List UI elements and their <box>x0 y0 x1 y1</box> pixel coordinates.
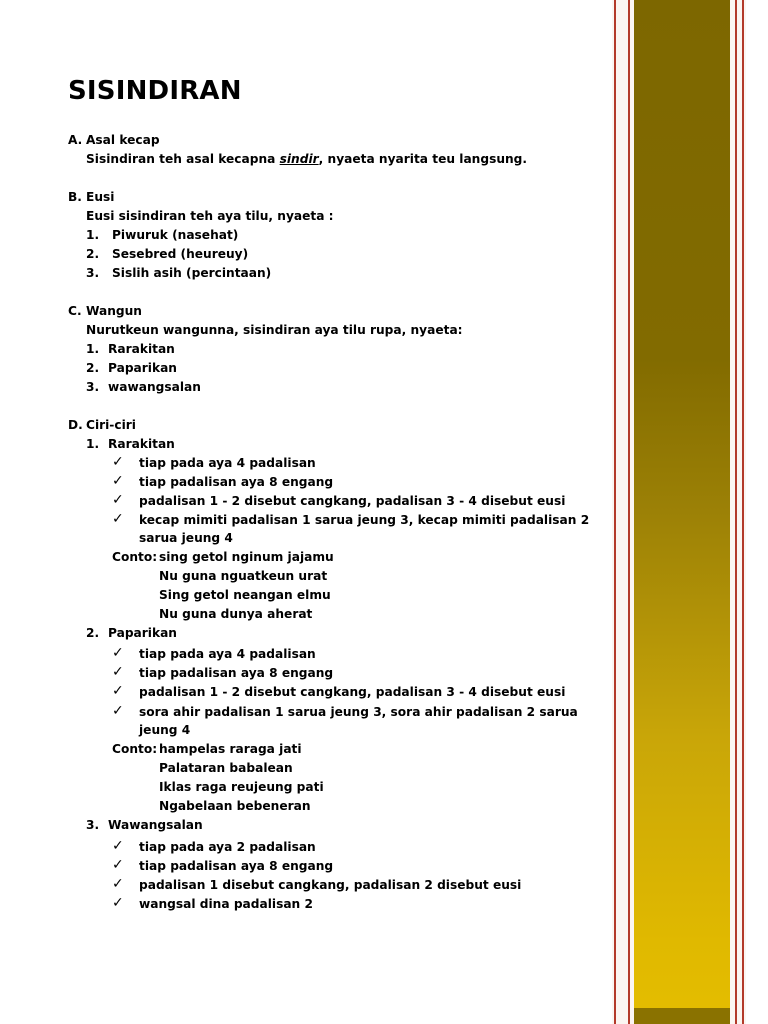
list-item-number: 1. <box>86 228 100 242</box>
subsection-number: 2. <box>86 626 100 640</box>
poem-line: Ngabelaan bebeneran <box>159 799 311 813</box>
side-border-line-inner-left <box>628 0 630 1024</box>
check-icon: ✓ <box>112 857 124 873</box>
side-border-line-inner-right <box>735 0 737 1024</box>
check-icon: ✓ <box>112 492 124 508</box>
section-d-marker: D. <box>68 418 83 432</box>
poem-line: Palataran babalean <box>159 761 293 775</box>
section-a-marker: A. <box>68 133 83 147</box>
section-a-body: Sisindiran teh asal kecapna sindir, nyaeta nyarita teu langsung. <box>86 152 528 166</box>
check-icon: ✓ <box>112 473 124 489</box>
check-icon: ✓ <box>112 454 124 470</box>
section-c-marker: C. <box>68 304 82 318</box>
list-item-number: 3. <box>86 266 100 280</box>
list-item-number: 2. <box>86 361 100 375</box>
poem-line: Iklas raga reujeung pati <box>159 780 324 794</box>
poem-line: Nu guna nguatkeun urat <box>159 569 328 583</box>
check-icon: ✓ <box>112 511 124 527</box>
subsection-rarakitan-label: Rarakitan <box>108 437 175 451</box>
section-b-marker: B. <box>68 190 82 204</box>
list-item: Sesebred (heureuy) <box>112 247 249 261</box>
bullet-text: tiap padalisan aya 8 engang <box>139 666 334 680</box>
bullet-text: padalisan 1 disebut cangkang, padalisan 2 disebut eusi <box>139 878 522 892</box>
bullet-text-continuation: jeung 4 <box>139 723 191 737</box>
section-a-emphasis: sindir <box>279 152 319 166</box>
list-item: Rarakitan <box>108 342 175 356</box>
list-item: wawangsalan <box>108 380 201 394</box>
bullet-text: kecap mimiti padalisan 1 sarua jeung 3, kecap mimiti padalisan 2 <box>139 513 590 527</box>
bullet-text: padalisan 1 - 2 disebut cangkang, padalisan 3 - 4 disebut eusi <box>139 685 566 699</box>
side-border-line-left <box>614 0 616 1024</box>
section-c-heading: Wangun <box>86 304 142 318</box>
check-icon: ✓ <box>112 664 124 680</box>
side-border-line-right <box>742 0 744 1024</box>
conto-label: Conto: <box>112 550 158 564</box>
subsection-wawangsalan-label: Wawangsalan <box>108 818 203 832</box>
check-icon: ✓ <box>112 703 124 719</box>
bullet-text: tiap pada aya 4 padalisan <box>139 456 316 470</box>
list-item: Paparikan <box>108 361 177 375</box>
list-item-number: 2. <box>86 247 100 261</box>
subsection-paparikan-label: Paparikan <box>108 626 177 640</box>
check-icon: ✓ <box>112 683 124 699</box>
list-item: Sislih asih (percintaan) <box>112 266 272 280</box>
bullet-text: sora ahir padalisan 1 sarua jeung 3, sora ahir padalisan 2 sarua <box>139 705 578 719</box>
section-c-intro: Nurutkeun wangunna, sisindiran aya tilu rupa, nyaeta: <box>86 323 463 337</box>
list-item-number: 3. <box>86 380 100 394</box>
side-gold-bar-cap <box>634 1008 730 1024</box>
bullet-text: tiap padalisan aya 8 engang <box>139 475 334 489</box>
check-icon: ✓ <box>112 895 124 911</box>
check-icon: ✓ <box>112 645 124 661</box>
bullet-text-continuation: sarua jeung 4 <box>139 531 233 545</box>
bullet-text: tiap pada aya 4 padalisan <box>139 647 316 661</box>
poem-line: Sing getol neangan elmu <box>159 588 331 602</box>
subsection-number: 3. <box>86 818 100 832</box>
poem-line: hampelas raraga jati <box>159 742 302 756</box>
check-icon: ✓ <box>112 876 124 892</box>
section-a-heading: Asal kecap <box>86 133 160 147</box>
subsection-number: 1. <box>86 437 100 451</box>
list-item-number: 1. <box>86 342 100 356</box>
section-b-heading: Eusi <box>86 190 115 204</box>
bullet-text: wangsal dina padalisan 2 <box>139 897 313 911</box>
page-title: SISINDIRAN <box>68 76 242 106</box>
list-item: Piwuruk (nasehat) <box>112 228 239 242</box>
section-d-heading: Ciri-ciri <box>86 418 136 432</box>
conto-label: Conto: <box>112 742 158 756</box>
section-b-intro: Eusi sisindiran teh aya tilu, nyaeta : <box>86 209 334 223</box>
poem-line: Nu guna dunya aherat <box>159 607 313 621</box>
bullet-text: tiap pada aya 2 padalisan <box>139 840 316 854</box>
check-icon: ✓ <box>112 838 124 854</box>
side-gold-bar <box>634 0 730 1024</box>
poem-line: sing getol nginum jajamu <box>159 550 334 564</box>
bullet-text: tiap padalisan aya 8 engang <box>139 859 334 873</box>
bullet-text: padalisan 1 - 2 disebut cangkang, padalisan 3 - 4 disebut eusi <box>139 494 566 508</box>
